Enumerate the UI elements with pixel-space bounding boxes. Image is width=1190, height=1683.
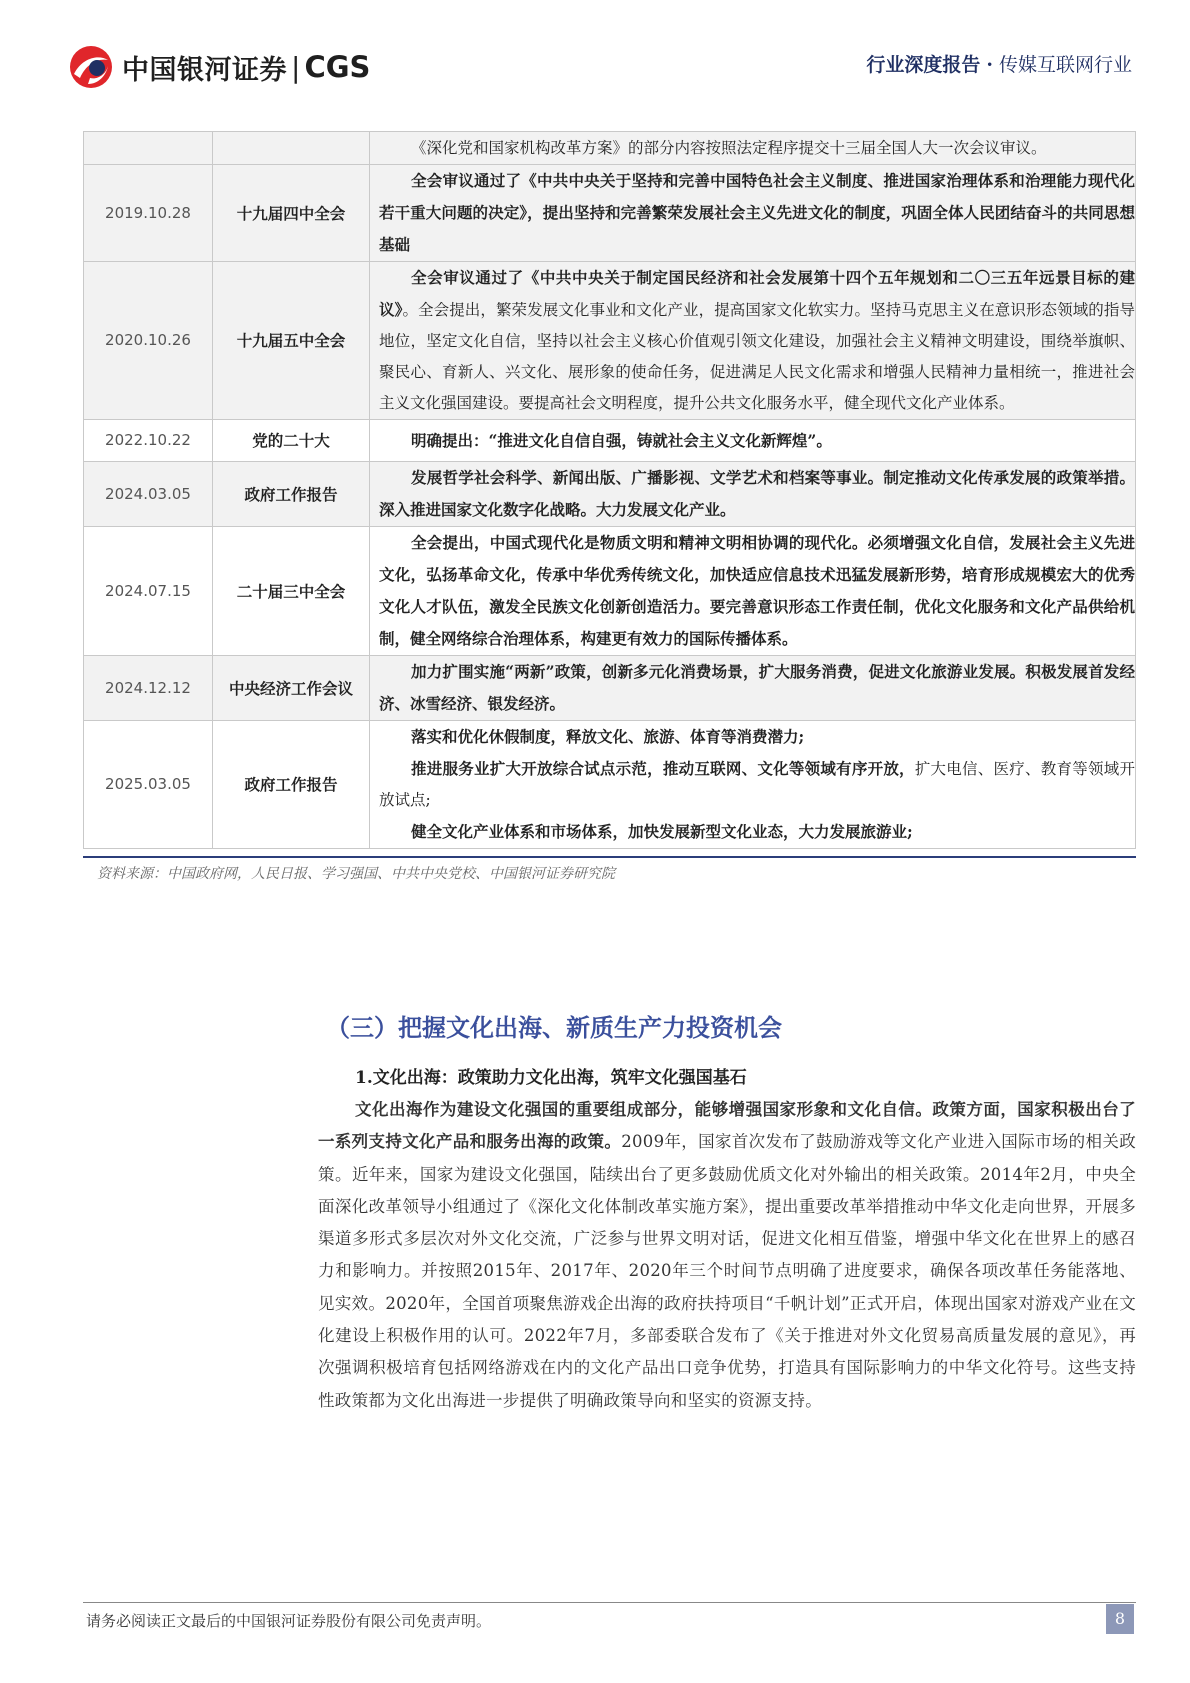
content-text: 全会提出，中国式现代化是物质文明和精神文明相协调的现代化。必须增强文化自信，发展社会主义先进文化，弘扬革命文化，传承中华优秀传统文化，加快适应信息技术迅猛发展新形势，培育形成规模宏大的优秀文化人才队伍，激发全民族文化创新创造活力。要完善意识形态工作责任制，优化文化服务和文化产品供给机制，健全网络综合治理体系，构建更有效力的国际传播体系。 <box>379 533 1135 648</box>
content-cell <box>370 262 1136 420</box>
content-paragraph <box>379 816 1135 848</box>
content-cell <box>370 721 1136 849</box>
table-row <box>84 132 1136 165</box>
company-logo <box>68 44 370 90</box>
content-cell <box>370 462 1136 527</box>
date-cell <box>84 132 213 165</box>
date-cell: 2025.03.05 <box>84 721 213 849</box>
date-cell: 2020.10.26 <box>84 262 213 420</box>
content-text: 全会审议通过了《中共中央关于坚持和完善中国特色社会主义制度、推进国家治理体系和治理能力现代化若干重大问题的决定》，提出坚持和完善繁荣发展社会主义先进文化的制度，巩固全体人民团结奋斗的共同思想基础 <box>379 171 1135 254</box>
meeting-cell <box>213 132 370 165</box>
section-heading: （三）把握文化出海、新质生产力投资机会 <box>326 1013 782 1042</box>
table-row <box>84 262 1136 420</box>
header-dot: · <box>986 54 993 76</box>
content-cell <box>370 420 1136 462</box>
industry-name: 传媒互联网行业 <box>998 54 1132 76</box>
meeting-cell: 十九届五中全会 <box>213 262 370 420</box>
meeting-cell: 政府工作报告 <box>213 462 370 527</box>
body-rest: 2009年，国家首次发布了鼓励游戏等文化产业进入国际市场的相关政策。近年来，国家为建设文化强国，陆续出台了更多鼓励优质文化对外输出的相关政策。2014年2月，中央全面深化改革领导小组通过了《深化文化体制改革实施方案》，提出重要改革举措推动中华文化走向世界，开展多渠道多形式多层次对外文化交流，广泛参与世界文明对话，促进文化相互借鉴，增强中华文化在世界上的感召力和影响力。并按照2015年、2017年、2020年三个时间节点明确了进度要求，确保各项改革任务能落地、见实效。2020年，全国首项聚焦游戏企出海的政府扶持项目“千帆计划”正式开启，体现出国家对游戏产业在文化建设上积极作用的认可。2022年7月，多部委联合发布了《关于推进对外文化贸易高质量发展的意见》，再次强调积极培育包括网络游戏在内的文化产品出口竞争优势，打造具有国际影响力的中华文化符号。这些支持性政策都为文化出海进一步提供了明确政策导向和坚实的资源支持。 <box>318 1132 1136 1410</box>
logo-text: 中国银河证券 <box>122 54 287 86</box>
content-paragraph <box>379 721 1135 753</box>
report-type: 行业深度报告 <box>866 54 981 76</box>
content-paragraph <box>379 656 1135 720</box>
content-text: 加力扩围实施“两新”政策，创新多元化消费场景，扩大服务消费，促进文化旅游业发展。积极发展首发经济、冰雪经济、银发经济。 <box>379 662 1135 713</box>
content-paragraph <box>379 462 1135 526</box>
report-header <box>866 50 1132 77</box>
meeting-cell: 十九届四中全会 <box>213 165 370 262</box>
table-row <box>84 420 1136 462</box>
footer-disclaimer: 请务必阅读正文最后的中国银河证券股份有限公司免责声明。 <box>86 1612 492 1630</box>
source-note: 资料来源：中国政府网，人民日报、学习强国、中共中央党校、中国银河证券研究院 <box>97 866 615 882</box>
table-row <box>84 462 1136 527</box>
galaxy-logo-icon <box>68 44 114 90</box>
date-cell: 2019.10.28 <box>84 165 213 262</box>
meeting-cell: 党的二十大 <box>213 420 370 462</box>
content-paragraph <box>379 425 1135 457</box>
date-cell: 2024.03.05 <box>84 462 213 527</box>
table-row <box>84 721 1136 849</box>
content-cell <box>370 132 1136 165</box>
meeting-cell: 二十届三中全会 <box>213 527 370 656</box>
content-text: 落实和优化休假制度，释放文化、旅游、体育等消费潜力; <box>411 727 805 746</box>
meeting-cell: 政府工作报告 <box>213 721 370 849</box>
logo-separator: | <box>291 50 301 84</box>
content-text: 全会审议通过了《中共中央关于制定国民经济和社会发展第十四个五年规划和二〇三五年远景目标的建议》 <box>379 268 1135 319</box>
date-cell: 2024.07.15 <box>84 527 213 656</box>
policy-table <box>83 131 1136 849</box>
table-row <box>84 165 1136 262</box>
content-cell <box>370 527 1136 656</box>
table-row <box>84 656 1136 721</box>
content-paragraph <box>379 527 1135 655</box>
content-text: 扩大电信、医疗、教育等领域开放试点; <box>379 760 1135 809</box>
page-number: 8 <box>1106 1604 1134 1634</box>
content-text: 健全文化产业体系和市场体系，加快发展新型文化业态，大力发展旅游业; <box>411 822 913 841</box>
content-paragraph <box>379 133 1135 164</box>
content-cell <box>370 165 1136 262</box>
table-bottom-rule <box>83 856 1136 858</box>
content-paragraph <box>379 165 1135 261</box>
body-bold-lead: 文化出海作为建设文化强国的重要组成部分，能够增强国家形象和文化自信。政策方面，国家积极出台了一系列支持文化产品和服务出海的政策。 <box>318 1100 1136 1152</box>
content-text: 《深化党和国家机构改革方案》的部分内容按照法定程序提交十三届全国人大一次会议审议。 <box>411 138 1047 157</box>
logo-en: CGS <box>304 50 371 84</box>
content-text: 。全会提出，繁荣发展文化事业和文化产业，提高国家文化软实力。坚持马克思主义在意识形态领域的指导地位，坚定文化自信，坚持以社会主义核心价值观引领文化建设，加强社会主义精神文明建设，围绕举旗帜、聚民心、育新人、兴文化、展形象的使命任务，促进满足人民文化需求和增强人民精神力量相统一，推进社会主义文化强国建设。要提高社会文明程度，提升公共文化服务水平，健全现代文化产业体系。 <box>379 301 1135 412</box>
content-cell <box>370 656 1136 721</box>
policy-table-body <box>84 132 1136 849</box>
content-text: 推进服务业扩大开放综合试点示范，推动互联网、文化等领域有序开放， <box>411 759 915 778</box>
body-paragraph <box>318 1094 1136 1417</box>
content-text: 发展哲学社会科学、新闻出版、广播影视、文学艺术和档案等事业。制定推动文化传承发展的政策举措。深入推进国家文化数字化战略。大力发展文化产业。 <box>379 468 1135 519</box>
content-paragraph <box>379 262 1135 419</box>
date-cell: 2022.10.22 <box>84 420 213 462</box>
sub-heading: 1.文化出海：政策助力文化出海，筑牢文化强国基石 <box>355 1068 747 1088</box>
table-row <box>84 527 1136 656</box>
meeting-cell: 中央经济工作会议 <box>213 656 370 721</box>
footer-rule <box>83 1602 1136 1603</box>
date-cell: 2024.12.12 <box>84 656 213 721</box>
content-text: 明确提出：“推进文化自信自强，铸就社会主义文化新辉煌”。 <box>411 430 832 450</box>
content-paragraph <box>379 753 1135 816</box>
